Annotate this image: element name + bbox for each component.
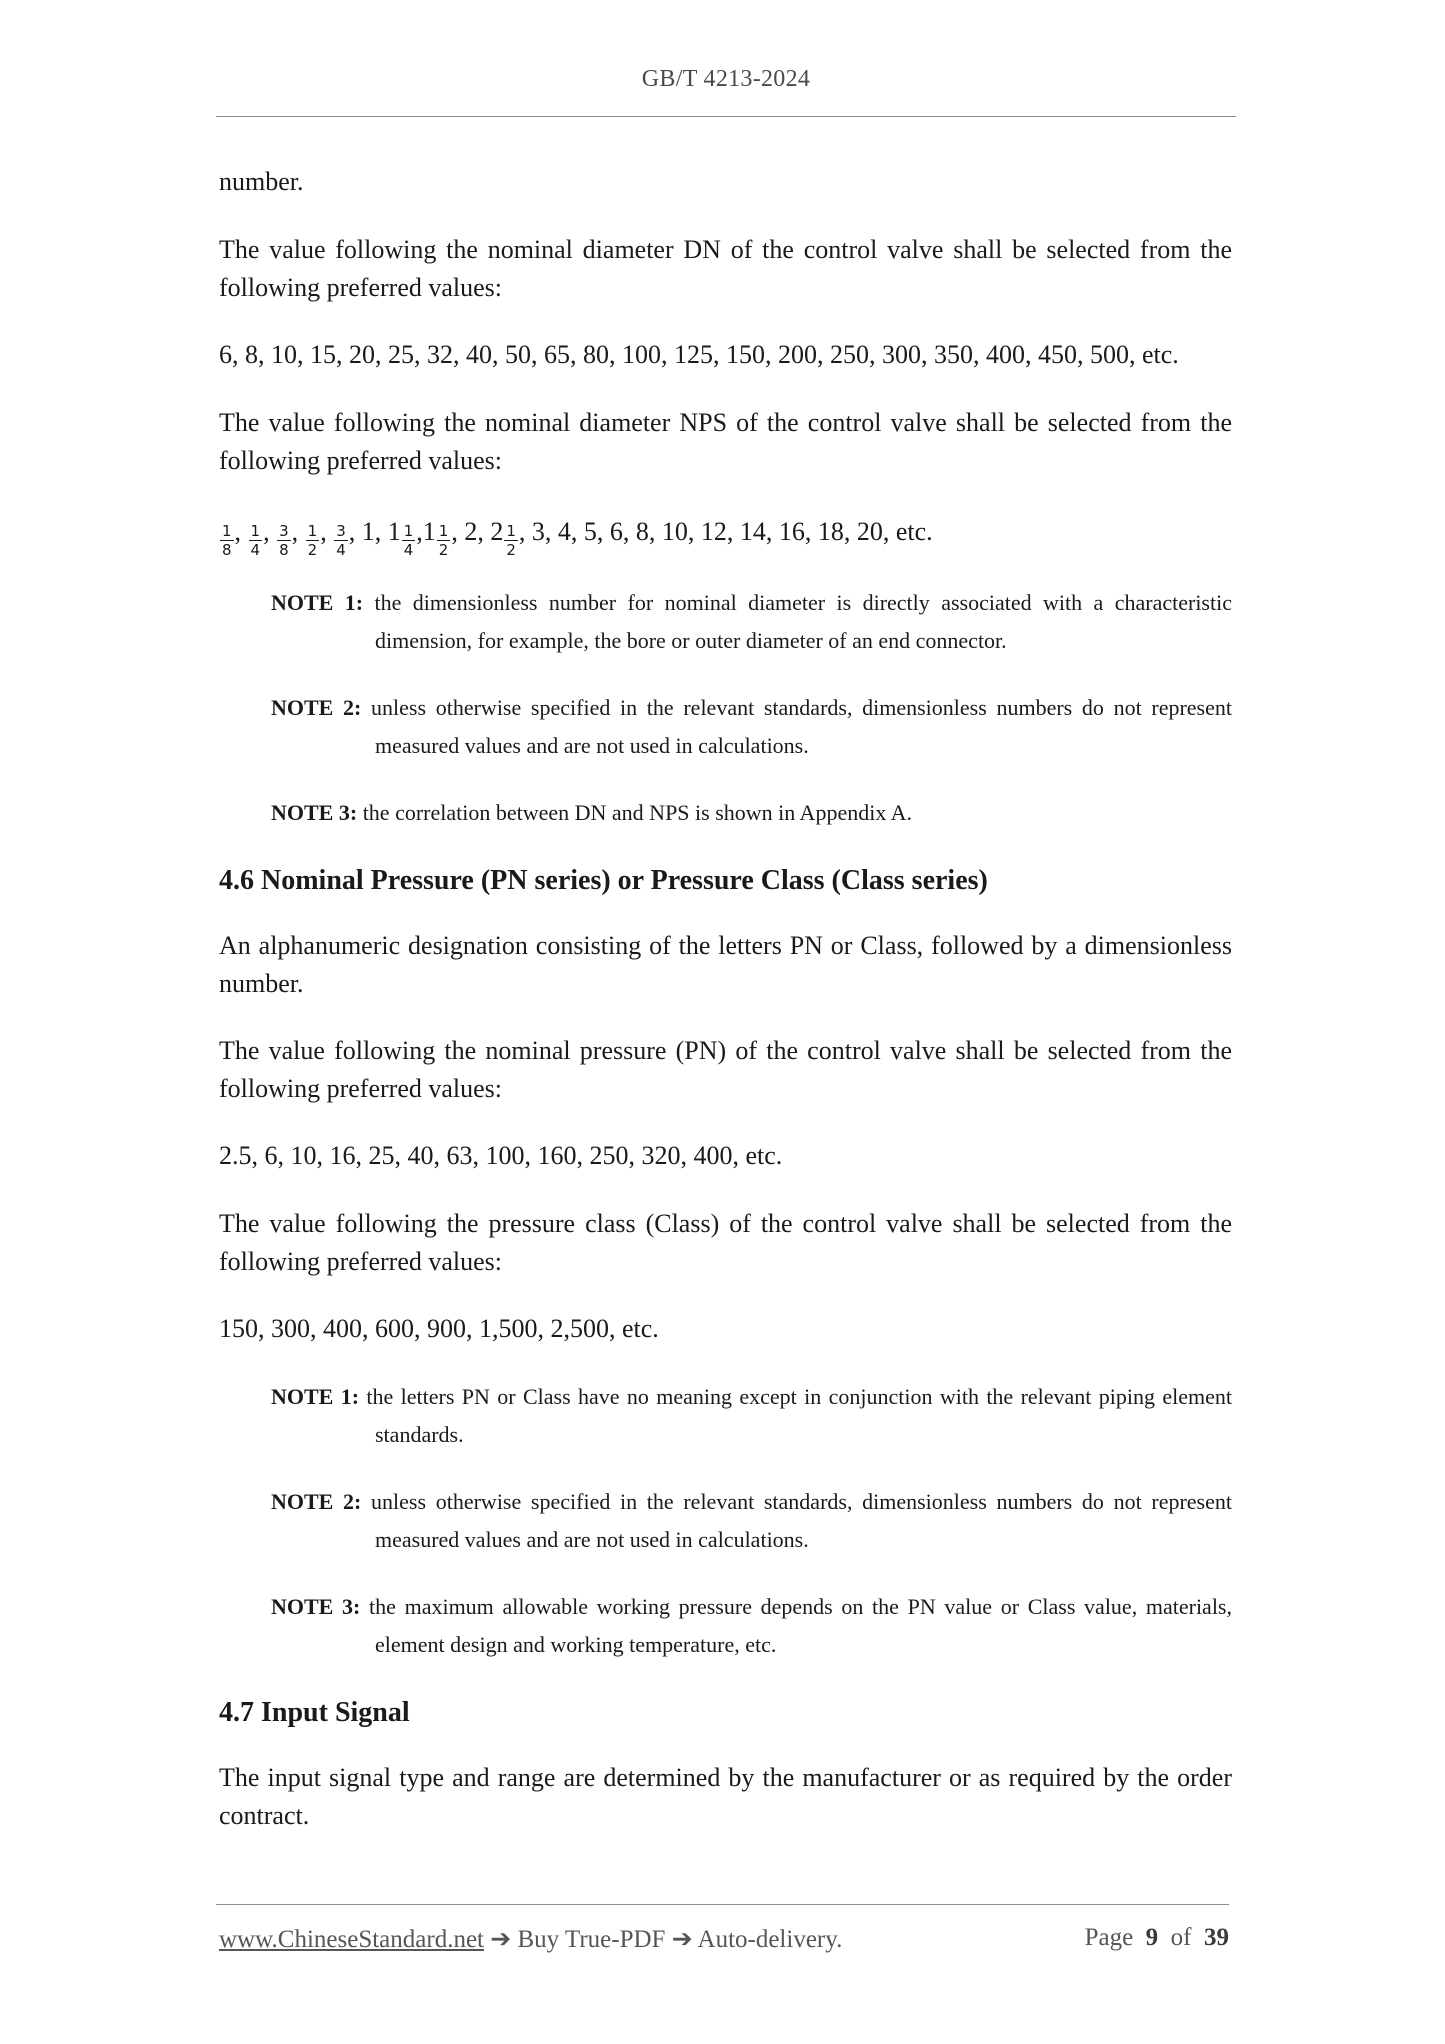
whole-number: 1 [387, 517, 401, 546]
fraction: $\frac{3}{4}$ [336, 522, 346, 559]
auto-delivery-text: Auto-delivery. [697, 1926, 843, 1953]
header-divider [216, 116, 1236, 117]
whole-number: 1 [361, 517, 375, 546]
arrow-right-icon: ➔ [490, 1926, 512, 1953]
paragraph-dn-intro: The value following the nominal diameter DN of the control valve shall be selected from the following preferred values: [219, 235, 1232, 302]
whole-number: 2 [464, 517, 478, 546]
page-number: 9 [1145, 1924, 1159, 1951]
fraction: $\frac{1}{4}$ [250, 522, 261, 559]
fraction: $\frac{1}{2}$ [438, 522, 449, 559]
nps-values-rest: 3, 4, 5, 6, 8, 10, 12, 14, 16, 18, 20, etc. [531, 517, 933, 546]
note-item: NOTE 2: unless otherwise specified in the relevant standards, dimensionless numbers do not represent measured values and are not used in calculations. [271, 695, 1232, 758]
page-content [219, 163, 1232, 1864]
paragraph-dn-values: 6, 8, 10, 15, 20, 25, 32, 40, 50, 65, 80, 100, 125, 150, 200, 250, 300, 350, 400, 450, 500, etc. [219, 340, 1179, 369]
fraction: $\frac{3}{8}$ [279, 522, 289, 559]
page-indicator: Page 9 of 39 [1084, 1924, 1229, 1951]
fraction: $\frac{1}{2}$ [307, 522, 318, 559]
fraction: $\frac{1}{8}$ [222, 522, 232, 559]
page-footer [219, 1924, 1229, 1954]
paragraph-pn-values: 2.5, 6, 10, 16, 25, 40, 63, 100, 160, 250, 320, 400, etc. [219, 1141, 783, 1170]
section-heading-4-6: 4.6 Nominal Pressure (PN series) or Pressure Class (Class series) [219, 865, 988, 896]
paragraph-class-values: 150, 300, 400, 600, 900, 1,500, 2,500, etc. [219, 1314, 659, 1343]
paragraph-input-signal: The input signal type and range are determined by the manufacturer or as required by the order contract. [219, 1763, 1232, 1830]
paragraph-pn-intro: The value following the nominal pressure (PN) of the control valve shall be selected from the following preferred values: [219, 1036, 1232, 1103]
note-item: NOTE 3: the correlation between DN and NPS is shown in Appendix A. [271, 800, 912, 825]
fraction: $\frac{1}{4}$ [403, 522, 414, 559]
paragraph-nps-intro: The value following the nominal diameter NPS of the control valve shall be selected from the following preferred values: [219, 408, 1232, 475]
website-link[interactable]: www.ChineseStandard.net [219, 1926, 484, 1953]
note-item: NOTE 3: the maximum allowable working pressure depends on the PN value or Class value, materials, element design and working temperature, etc. [271, 1594, 1232, 1657]
arrow-right-icon: ➔ [671, 1926, 693, 1953]
nps-values-line: $\frac{1}{8}$ , $\frac{1}{4}$ , $\frac{3}{8}$ , $\frac{1}{2}$ , $\frac{3}{4}$ , 1, 1 $\frac{1}{4}$ ,1 $\frac{1}{2}$ , 2, 2 $\frac{1}{2}$ , 3, 4, 5, 6, 8, 10, 12, 14, 16, 18, 20, etc. [222, 517, 933, 559]
page-header: GB/T 4213-2024 [641, 66, 811, 92]
page-total: 39 [1204, 1924, 1229, 1951]
section-heading-4-7: 4.7 Input Signal [219, 1697, 410, 1728]
buy-pdf-text: Buy True-PDF [517, 1926, 666, 1953]
note-item: NOTE 2: unless otherwise specified in the relevant standards, dimensionless numbers do not represent measured values and are not used in calculations. [271, 1489, 1232, 1552]
paragraph-class-intro: The value following the pressure class (Class) of the control valve shall be selected from the following preferred values: [219, 1209, 1232, 1276]
paragraph-pn-designation: An alphanumeric designation consisting of the letters PN or Class, followed by a dimensionless number. [219, 931, 1232, 998]
whole-number: 2 [490, 517, 504, 546]
fraction: $\frac{1}{2}$ [506, 522, 516, 559]
footer-divider [216, 1904, 1229, 1905]
note-item: NOTE 1: the letters PN or Class have no meaning except in conjunction with the relevant piping element standards. [271, 1384, 1232, 1447]
whole-number: 1 [422, 517, 436, 546]
note-item: NOTE 1: the dimensionless number for nominal diameter is directly associated with a characteristic dimension, for example, the bore or outer diameter of an end connector. [271, 590, 1232, 653]
paragraph-number: number. [219, 167, 304, 196]
